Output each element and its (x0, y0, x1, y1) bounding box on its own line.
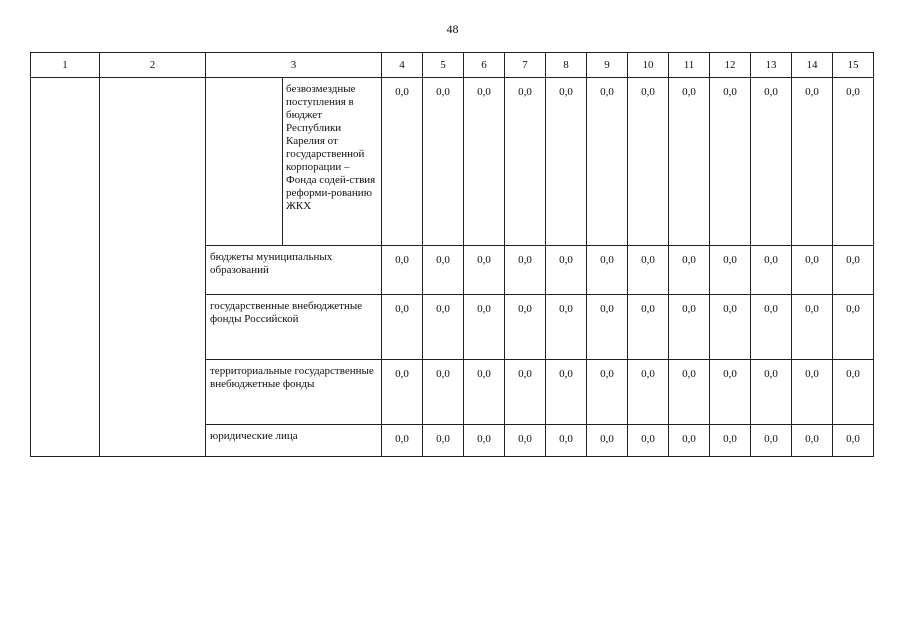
value-cell: 0,0 (833, 246, 874, 295)
value-cell: 0,0 (751, 246, 792, 295)
value-cell: 0,0 (751, 360, 792, 425)
value-cell: 0,0 (792, 295, 833, 360)
value-cell: 0,0 (423, 425, 464, 457)
value-cell: 0,0 (382, 360, 423, 425)
value-cell: 0,0 (751, 78, 792, 246)
value-cell: 0,0 (587, 295, 628, 360)
column-header: 15 (833, 53, 874, 78)
value-cell: 0,0 (669, 360, 710, 425)
value-cell: 0,0 (587, 78, 628, 246)
value-cell: 0,0 (710, 246, 751, 295)
value-cell: 0,0 (546, 360, 587, 425)
budget-table (30, 52, 874, 457)
value-cell: 0,0 (587, 246, 628, 295)
value-cell: 0,0 (423, 360, 464, 425)
indent-cell (206, 78, 283, 246)
column-header: 11 (669, 53, 710, 78)
value-cell: 0,0 (505, 246, 546, 295)
column-header: 6 (464, 53, 505, 78)
value-cell: 0,0 (669, 246, 710, 295)
column-header: 10 (628, 53, 669, 78)
column-header: 7 (505, 53, 546, 78)
value-cell: 0,0 (464, 78, 505, 246)
value-cell: 0,0 (669, 78, 710, 246)
column-header: 12 (710, 53, 751, 78)
row-label: бюджеты муниципальных образований (206, 246, 382, 295)
table-row (31, 78, 874, 246)
value-cell: 0,0 (792, 246, 833, 295)
row-label: юридические лица (206, 425, 382, 457)
row-label: государственные внебюджетные фонды Российской (206, 295, 382, 360)
value-cell: 0,0 (833, 360, 874, 425)
row-label: безвозмездные поступления в бюджет Республики Карелия от государственной корпорации – Фонда содей-ствия реформи-рованию ЖКХ (283, 78, 382, 246)
value-cell: 0,0 (669, 425, 710, 457)
value-cell: 0,0 (464, 246, 505, 295)
value-cell: 0,0 (710, 295, 751, 360)
value-cell: 0,0 (833, 78, 874, 246)
value-cell: 0,0 (710, 425, 751, 457)
value-cell: 0,0 (546, 425, 587, 457)
value-cell: 0,0 (628, 246, 669, 295)
empty-cell-col1 (31, 78, 100, 457)
value-cell: 0,0 (423, 246, 464, 295)
column-header: 14 (792, 53, 833, 78)
value-cell: 0,0 (382, 78, 423, 246)
value-cell: 0,0 (587, 360, 628, 425)
empty-cell-col2 (100, 78, 206, 457)
value-cell: 0,0 (710, 360, 751, 425)
value-cell: 0,0 (751, 425, 792, 457)
value-cell: 0,0 (423, 295, 464, 360)
value-cell: 0,0 (546, 78, 587, 246)
column-header: 1 (31, 53, 100, 78)
value-cell: 0,0 (792, 360, 833, 425)
value-cell: 0,0 (792, 78, 833, 246)
column-header: 13 (751, 53, 792, 78)
value-cell: 0,0 (628, 360, 669, 425)
value-cell: 0,0 (382, 295, 423, 360)
header-row (31, 53, 874, 78)
column-header: 5 (423, 53, 464, 78)
value-cell: 0,0 (423, 78, 464, 246)
value-cell: 0,0 (505, 295, 546, 360)
row-label: территориальные государственные внебюджетные фонды (206, 360, 382, 425)
column-header: 3 (206, 53, 382, 78)
value-cell: 0,0 (628, 78, 669, 246)
value-cell: 0,0 (792, 425, 833, 457)
value-cell: 0,0 (505, 360, 546, 425)
value-cell: 0,0 (505, 425, 546, 457)
value-cell: 0,0 (546, 246, 587, 295)
value-cell: 0,0 (505, 78, 546, 246)
value-cell: 0,0 (546, 295, 587, 360)
column-header: 9 (587, 53, 628, 78)
column-header: 8 (546, 53, 587, 78)
value-cell: 0,0 (464, 295, 505, 360)
value-cell: 0,0 (382, 246, 423, 295)
column-header: 4 (382, 53, 423, 78)
value-cell: 0,0 (587, 425, 628, 457)
value-cell: 0,0 (628, 425, 669, 457)
column-header: 2 (100, 53, 206, 78)
value-cell: 0,0 (464, 425, 505, 457)
value-cell: 0,0 (833, 425, 874, 457)
value-cell: 0,0 (464, 360, 505, 425)
page-number: 48 (446, 22, 459, 36)
value-cell: 0,0 (751, 295, 792, 360)
value-cell: 0,0 (833, 295, 874, 360)
value-cell: 0,0 (628, 295, 669, 360)
value-cell: 0,0 (382, 425, 423, 457)
value-cell: 0,0 (669, 295, 710, 360)
value-cell: 0,0 (710, 78, 751, 246)
